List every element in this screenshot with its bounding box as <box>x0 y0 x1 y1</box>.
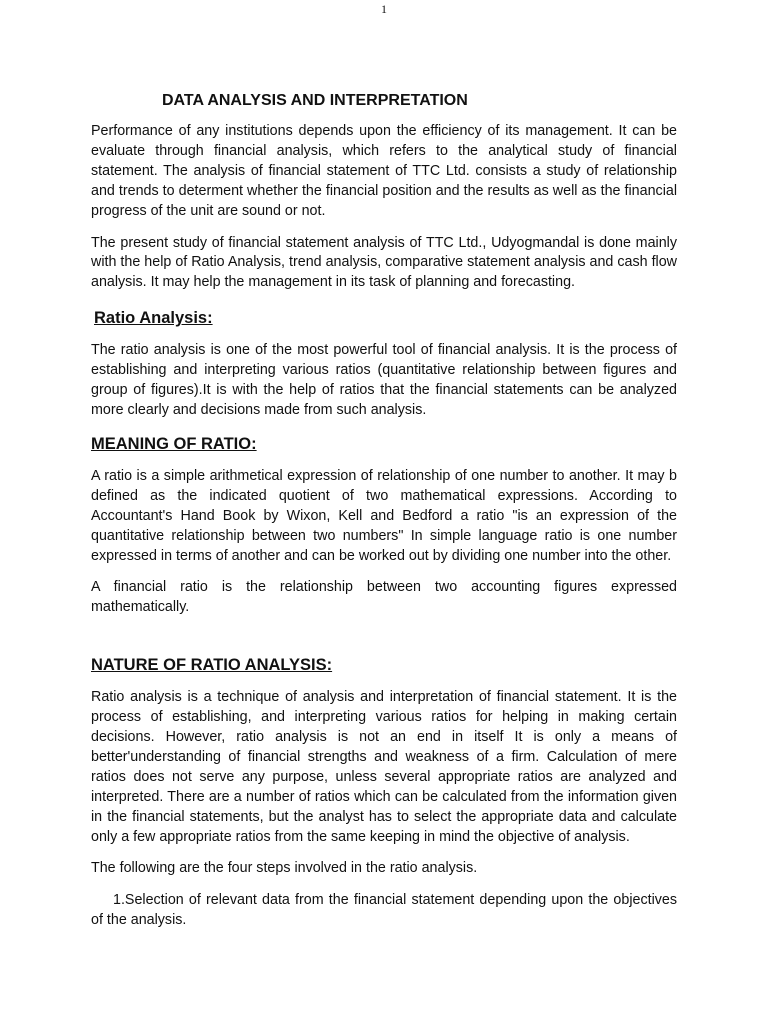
meaning-paragraph-1: A ratio is a simple arithmetical expression of relationship of one number to another. It may b defined as the indicated quotient of two mathematical expressions. According to Accountant's Hand Book by Wixon, Kell and Bedford a ratio "is an expression of the quantitative relationship between two numbers" In simple language ratio is one number expressed in terms of another and can be worked out by dividing one number into the other. <box>91 467 677 564</box>
step-item-1: 1.Selection of relevant data from the financial statement depending upon the objectives of the analysis. <box>91 892 677 929</box>
nature-paragraph-1: Ratio analysis is a technique of analysis and interpretation of financial statement. It is the process of establishing, and interpreting various ratios for helping in making certain decisions. However, ratio analysis is not an end in itself It is only a means of better'understanding of financial strengths and weakness of a firm. Calculation of mere ratios does not serve any purpose, unless several appropriate ratios are analyzed and interpreted. There are a number of ratios which can be calculated from the information given in the financial statements, but the analyst has to select the appropriate data and calculate only a few appropriate ratios from the same keeping in mind the objective of analysis. <box>91 689 677 845</box>
document-body <box>91 90 677 943</box>
intro-paragraph-2: The present study of financial statement analysis of TTC Ltd., Udyogmandal is done mainly with the help of Ratio Analysis, trend analysis, comparative statement analysis and cash flow analysis. It may help the management in its task of planning and forecasting. <box>91 234 677 291</box>
page-number: 1 <box>381 2 387 16</box>
document-title: DATA ANALYSIS AND INTERPRETATION <box>162 92 468 109</box>
ratio-analysis-paragraph: The ratio analysis is one of the most powerful tool of financial analysis. It is the process of establishing and interpreting various ratios (quantitative relationship between figures and group of figures).It is with the help of ratios that the financial statements can be analyzed more clearly and decisions made from such analysis. <box>91 342 677 418</box>
meaning-of-ratio-heading: MEANING OF RATIO: <box>91 434 257 453</box>
intro-paragraph-1: Performance of any institutions depends upon the efficiency of its management. It can be evaluate through financial analysis, which refers to the analytical study of financial statement. The analysis of financial statement of TTC Ltd. consists a study of relationship and trends to determent whether the financial position and the results as well as the financial progress of the unit are sound or not. <box>91 123 677 219</box>
nature-paragraph-2: The following are the four steps involved in the ratio analysis. <box>91 860 478 877</box>
ratio-analysis-heading: Ratio Analysis: <box>94 309 213 328</box>
nature-of-ratio-analysis-heading: NATURE OF RATIO ANALYSIS: <box>91 656 333 675</box>
meaning-paragraph-2: A financial ratio is the relationship between two accounting figures expressed mathematically. <box>91 579 677 616</box>
